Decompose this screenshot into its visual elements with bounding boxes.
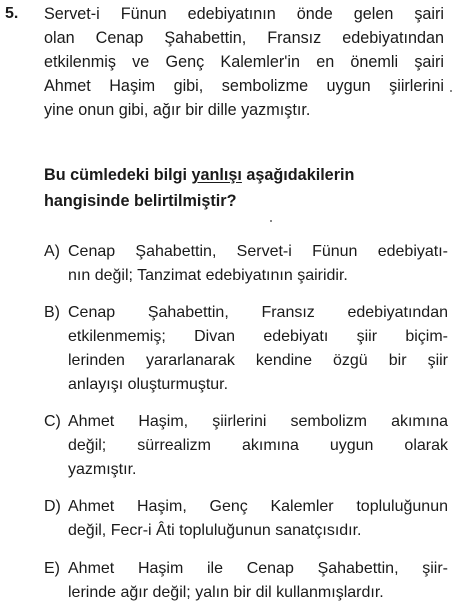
option-line: Cenap Şahabettin, Fransız edebiyatından — [68, 304, 448, 321]
option-text — [68, 240, 448, 288]
option-text — [68, 495, 448, 543]
scan-speck — [450, 90, 452, 92]
stem-line: Ahmet Haşim gibi, sembolizme uygun şiirlerini — [44, 77, 444, 95]
question-number: 5. — [5, 5, 19, 22]
prompt-underlined-word: yanlışı — [191, 166, 242, 184]
prompt-line: hangisinde belirtilmiştir? — [44, 192, 237, 210]
option-d[interactable] — [44, 495, 449, 543]
option-letter: E) — [44, 560, 60, 577]
option-text — [68, 301, 448, 397]
question-prompt — [44, 162, 444, 214]
option-line: anlayışı oluşturmuştur. — [68, 376, 229, 393]
question-stem — [44, 2, 444, 122]
option-line: değil, Fecr-i Âti topluluğunun sanatçısıdır. — [68, 522, 362, 539]
option-c[interactable] — [44, 410, 449, 482]
option-text — [68, 557, 448, 605]
option-e[interactable] — [44, 557, 449, 605]
stem-line: olan Cenap Şahabettin, Fransız edebiyatından — [44, 29, 444, 47]
option-line: Ahmet Haşim, Genç Kalemler topluluğunun — [68, 498, 448, 515]
option-a[interactable] — [44, 240, 449, 288]
option-line: etkilenmemiş; Divan edebiyatı şiir biçim- — [68, 328, 448, 345]
option-line: yazmıştır. — [68, 461, 137, 478]
option-line: nın değil; Tanzimat edebiyatının şairidir. — [68, 267, 348, 284]
option-line: değil; sürrealizm akımına uygun olarak — [68, 437, 448, 454]
option-line: Ahmet Haşim ile Cenap Şahabettin, şiir- — [68, 560, 448, 577]
stem-line: etkilenmiş ve Genç Kalemler'in en önemli şairi — [44, 53, 444, 71]
prompt-line — [44, 162, 444, 188]
option-letter: C) — [44, 413, 61, 430]
option-b[interactable] — [44, 301, 449, 397]
option-line: lerinde ağır değil; yalın bir dil kullanmışlardır. — [68, 584, 384, 601]
option-letter: B) — [44, 304, 60, 321]
prompt-text-after: aşağıdakilerin — [241, 166, 355, 184]
option-line: lerinden yararlanarak kendine özgü bir şiir — [68, 352, 448, 369]
option-line: Ahmet Haşim, şiirlerini sembolizm akımına — [68, 413, 448, 430]
prompt-text-before: Bu cümledeki bilgi — [44, 166, 192, 184]
option-letter: A) — [44, 243, 60, 260]
scan-speck — [270, 220, 272, 222]
option-text — [68, 410, 448, 482]
option-line: Cenap Şahabettin, Servet-i Fünun edebiyatı- — [68, 243, 448, 260]
stem-line: yine onun gibi, ağır bir dille yazmıştır. — [44, 101, 311, 119]
stem-line: Servet-i Fünun edebiyatının önde gelen şairi — [44, 5, 444, 23]
option-letter: D) — [44, 498, 61, 515]
